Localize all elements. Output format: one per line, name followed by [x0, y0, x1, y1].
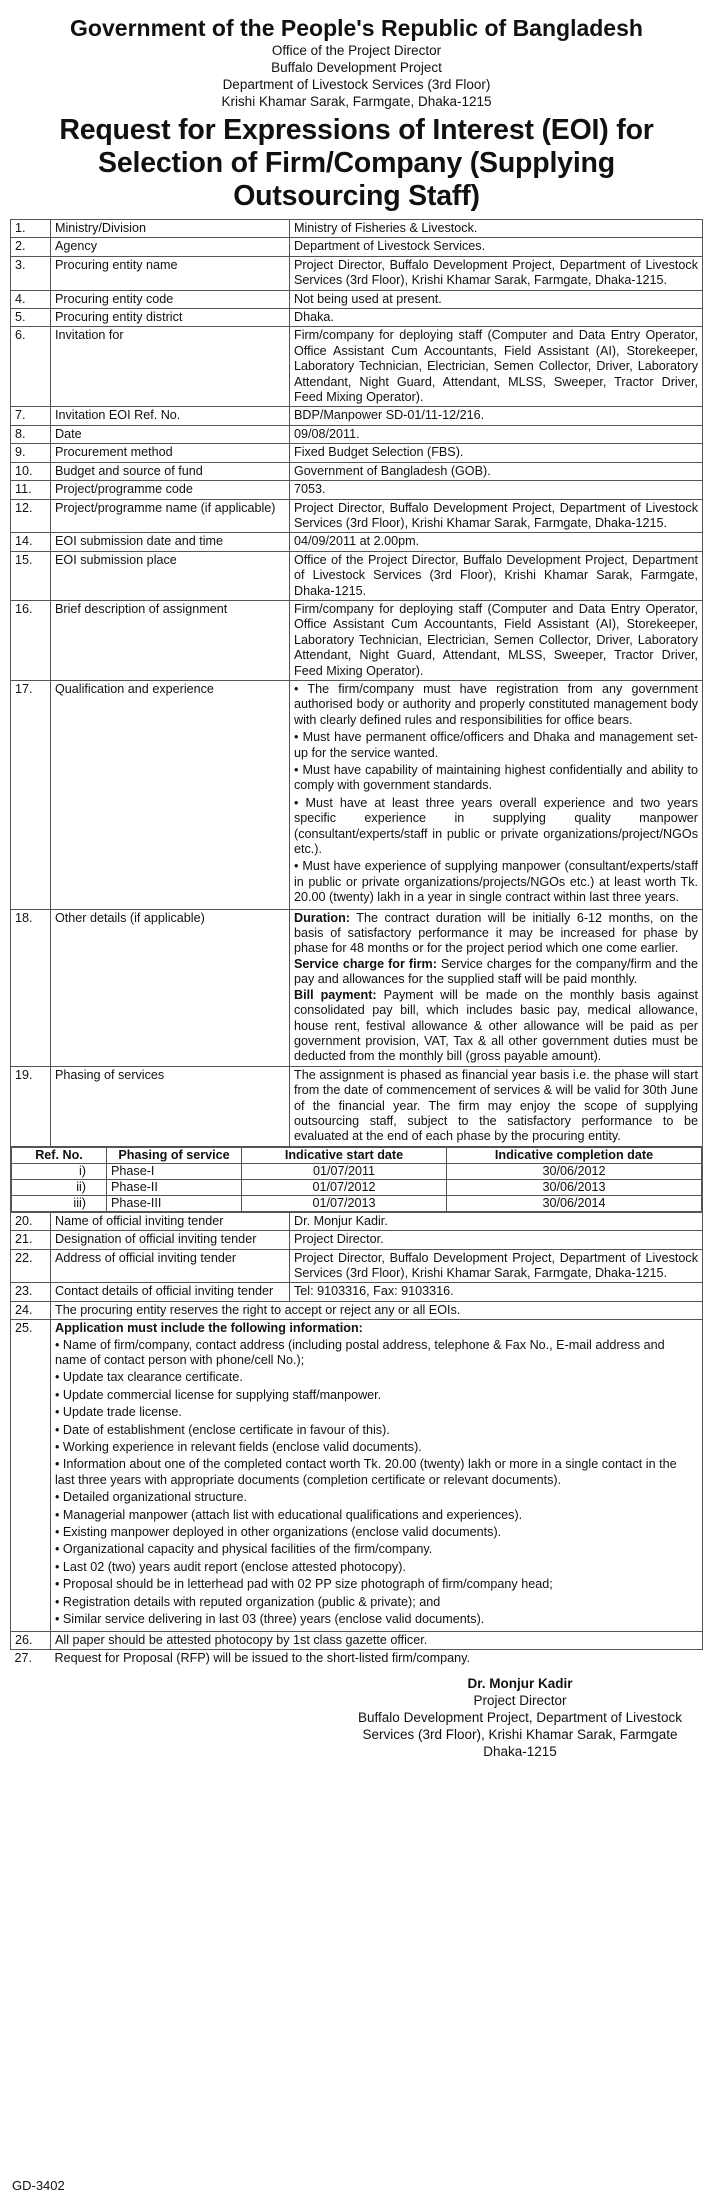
- office-line: Krishi Khamar Sarak, Farmgate, Dhaka-1215: [221, 94, 492, 109]
- phase-col-header: Indicative completion date: [447, 1147, 702, 1163]
- list-item: • Detailed organizational structure.: [55, 1490, 248, 1505]
- row-number: 12.: [11, 499, 51, 533]
- list-item: • Must have experience of supplying manpower (consultant/experts/staff in public or private organizations/projects/NGOs etc.) at least worth Tk. 20.00 (twenty) lakh in a year in single contract within last three years.: [294, 859, 698, 905]
- table-row: [11, 1249, 703, 1283]
- duration-text: The contract duration will be initially 6-12 months, on the basis of satisfactory performance it may be increased for phase by phase for 48 months or for the project period which one come earlier.: [294, 910, 698, 956]
- table-row: [11, 909, 703, 1066]
- row-text: Request for Proposal (RFP) will be issued to the short-listed firm/company.: [54, 1650, 471, 1665]
- row-number: 3.: [11, 256, 51, 290]
- table-row: [11, 1631, 703, 1649]
- table-row: [11, 1231, 703, 1249]
- list-item: • Proposal should be in letterhead pad with 02 PP size photograph of firm/company head;: [55, 1577, 553, 1592]
- list-item: • Last 02 (two) years audit report (enclose attested photocopy).: [55, 1559, 406, 1574]
- row-item: Designation of official inviting tender: [51, 1231, 290, 1249]
- table-row: [11, 327, 703, 407]
- row-number: 20.: [11, 1212, 51, 1230]
- signatory-line: Dhaka-1215: [483, 1744, 557, 1760]
- phase-col-header: Ref. No.: [12, 1147, 107, 1163]
- row-item: Project/programme code: [51, 481, 290, 499]
- row-number: 6.: [11, 327, 51, 407]
- row-value: BDP/Manpower SD-01/11-12/216.: [290, 407, 703, 425]
- table-row: [11, 1283, 703, 1301]
- list-item: • Registration details with reputed organization (public & private); and: [55, 1594, 441, 1609]
- row-item: Name of official inviting tender: [51, 1212, 290, 1230]
- gd-number: GD-3402: [12, 2178, 65, 2193]
- row-number: 19.: [11, 1066, 51, 1146]
- row-item: Invitation EOI Ref. No.: [51, 407, 290, 425]
- signatory-line: Project Director: [473, 1693, 567, 1709]
- row-item: Procuring entity code: [51, 290, 290, 308]
- row-item: Invitation for: [51, 327, 290, 407]
- row-item: Budget and source of fund: [51, 462, 290, 480]
- row-item: Phasing of services: [51, 1066, 290, 1146]
- row-item: Procuring entity district: [51, 309, 290, 327]
- table-row: [11, 600, 703, 680]
- row-value: Project Director, Buffalo Development Project, Department of Livestock Services (3rd Floor), Krishi Khamar Sarak, Farmgate, Dhaka-1215.: [290, 499, 703, 533]
- notice-header: [10, 14, 703, 213]
- row-value: 04/09/2011 at 2.00pm.: [290, 533, 703, 551]
- row-value: Department of Livestock Services.: [290, 238, 703, 256]
- row-number: 11.: [11, 481, 51, 499]
- row-value: Not being used at present.: [290, 290, 703, 308]
- government-heading: Government of the People's Republic of Bangladesh: [70, 15, 643, 41]
- row-number: 15.: [11, 551, 51, 600]
- row-value: Fixed Budget Selection (FBS).: [290, 444, 703, 462]
- phase-row: iii) Phase-III 01/07/2013 30/06/2014: [12, 1195, 702, 1211]
- list-item: • The firm/company must have registration from any government authorised body or authority and properly constituted management body with clearly defined rules and responsibilities for office bears.: [294, 681, 698, 727]
- table-row: [11, 407, 703, 425]
- row-value: Firm/company for deploying staff (Computer and Data Entry Operator, Office Assistant Cum Accountants, Field Assistant (AI), Storekeeper, Laboratory Technician, Electrician, Semen Collector, Driver, Laboratory Attendant, Night Guard, Attendant, MLSS, Sweeper, Tractor Driver, Feed Mixing Operator).: [290, 327, 703, 407]
- list-item: • Name of firm/company, contact address (including postal address, telephone & Fax No., E-mail address and name of contact person with phone/cell No.);: [55, 1337, 665, 1367]
- duration-label: Duration:: [294, 910, 350, 925]
- list-item: • Organizational capacity and physical facilities of the firm/company.: [55, 1542, 433, 1557]
- phasing-text: The assignment is phased as financial year basis i.e. the phase will start from the date of commencement of services & will be valid for 30th June of the financial year. The firm may enjoy the scope of supplying outsourcing staff, subject to the satisfactory performance to be evaluated at the end of each phase by the procuring entity.: [290, 1066, 703, 1146]
- eoi-table: [10, 219, 703, 1667]
- row-value: Ministry of Fisheries & Livestock.: [290, 220, 703, 238]
- table-row: [11, 462, 703, 480]
- row-number: 24.: [11, 1301, 51, 1319]
- row-value: Project Director.: [290, 1231, 703, 1249]
- row-value: Firm/company for deploying staff (Computer and Data Entry Operator, Office Assistant Cum Accountants, Field Assistant (AI), Storekeeper, Laboratory Technician, Electrician, Semen Collector, Driver, Laboratory Attendant, Night Guard, Attendant, MLSS, Sweeper, Tractor Driver, Feed Mixing Operator).: [290, 600, 703, 680]
- other-details: [290, 909, 703, 1066]
- table-row: [11, 444, 703, 462]
- service-text: Service charges for the company/firm and the pay and allowances for the supplied staff will be paid monthly.: [294, 956, 698, 987]
- row-item: Date: [51, 425, 290, 443]
- signatory-line: Services (3rd Floor), Krishi Khamar Sarak, Farmgate: [362, 1727, 678, 1743]
- eoi-title: Request for Expressions of Interest (EOI) for Selection of Firm/Company (Supplying Outsourcing Staff): [59, 114, 654, 212]
- table-row: [11, 1301, 703, 1319]
- row-number: 21.: [11, 1231, 51, 1249]
- list-item: • Must have capability of maintaining highest confidentially and ability to comply with government standards.: [294, 763, 698, 793]
- row-number: 9.: [11, 444, 51, 462]
- bill-text: Payment will be made on the monthly basis against consolidated pay bill, which includes basic pay, medical allowance, house rent, festival allowance & other allowance will be paid as per government provision, VAT, Tax & all other government duties must be deducted from the monthly bill (gross payable amount).: [294, 987, 699, 1064]
- row-number: 14.: [11, 533, 51, 551]
- application-requirements: [51, 1320, 703, 1631]
- row-text: The procuring entity reserves the right to accept or reject any or all EOIs.: [51, 1301, 703, 1319]
- row-number: 8.: [11, 425, 51, 443]
- row-item: Project/programme name (if applicable): [51, 499, 290, 533]
- table-row: [11, 238, 703, 256]
- office-line: Department of Livestock Services (3rd Floor): [222, 77, 491, 92]
- list-item: • Update tax clearance certificate.: [55, 1370, 243, 1385]
- signatory-line: Buffalo Development Project, Department of Livestock: [358, 1710, 682, 1726]
- row-item: EOI submission place: [51, 551, 290, 600]
- bill-label: Bill payment:: [294, 987, 377, 1002]
- row-number: 27.: [14, 1650, 33, 1665]
- table-row: [11, 425, 703, 443]
- row-number: 1.: [11, 220, 51, 238]
- row-value: 7053.: [290, 481, 703, 499]
- row-item: Procurement method: [51, 444, 290, 462]
- signatory-name: Dr. Monjur Kadir: [467, 1676, 573, 1692]
- list-item: • Update commercial license for supplying staff/manpower.: [55, 1387, 382, 1402]
- row-number: 16.: [11, 600, 51, 680]
- row-number: 5.: [11, 309, 51, 327]
- phase-col-header: Indicative start date: [242, 1147, 447, 1163]
- row-item: Brief description of assignment: [51, 600, 290, 680]
- row-number: 7.: [11, 407, 51, 425]
- list-item: • Information about one of the completed contact worth Tk. 20.00 (twenty) lakh or more in a single contact in the last three years with appropriate documents (completion certificate or relevant documents).: [55, 1457, 677, 1487]
- table-row: [11, 290, 703, 308]
- office-line: Office of the Project Director: [271, 43, 442, 58]
- row-item: Procuring entity name: [51, 256, 290, 290]
- qualification-list: [290, 680, 703, 909]
- list-item: • Date of establishment (enclose certificate in favour of this).: [55, 1422, 390, 1437]
- table-row: [11, 256, 703, 290]
- service-label: Service charge for firm:: [294, 956, 437, 971]
- phasing-table-row: [11, 1146, 703, 1212]
- row-number: 10.: [11, 462, 51, 480]
- list-item: • Existing manpower deployed in other organizations (enclose valid documents).: [55, 1525, 502, 1540]
- table-row: [11, 499, 703, 533]
- table-row: [11, 309, 703, 327]
- row-item: Other details (if applicable): [51, 909, 290, 1066]
- table-row: [11, 1212, 703, 1230]
- row-text: All paper should be attested photocopy by 1st class gazette officer.: [51, 1631, 703, 1649]
- table-row: [11, 680, 703, 909]
- phase-row: i) Phase-I 01/07/2011 30/06/2012: [12, 1163, 702, 1179]
- office-line: Buffalo Development Project: [271, 60, 442, 75]
- row-number: 26.: [11, 1631, 51, 1649]
- phase-col-header: Phasing of service: [107, 1147, 242, 1163]
- row-item: Agency: [51, 238, 290, 256]
- table-row: [11, 533, 703, 551]
- row-number: 22.: [11, 1249, 51, 1283]
- row-item: Contact details of official inviting tender: [51, 1283, 290, 1301]
- row-value: 09/08/2011.: [290, 425, 703, 443]
- row-value: Office of the Project Director, Buffalo Development Project, Department of Livestock Services (3rd Floor), Krishi Khamar Sarak, Farmgate, Dhaka-1215.: [290, 551, 703, 600]
- row-value: Project Director, Buffalo Development Project, Department of Livestock Services (3rd Floor), Krishi Khamar Sarak, Farmgate, Dhaka-1215.: [290, 1249, 703, 1283]
- table-row: [11, 481, 703, 499]
- signature-block: [340, 1675, 700, 1760]
- row-number: 2.: [11, 238, 51, 256]
- row-item: Qualification and experience: [51, 680, 290, 909]
- list-item: • Must have permanent office/officers and Dhaka and management set-up for the service wanted.: [294, 730, 698, 760]
- row-item: Ministry/Division: [51, 220, 290, 238]
- row-number: 17.: [11, 680, 51, 909]
- table-row: [11, 1649, 703, 1667]
- list-item: • Similar service delivering in last 03 (three) years (enclose valid documents).: [55, 1612, 485, 1627]
- phase-row: ii) Phase-II 01/07/2012 30/06/2013: [12, 1179, 702, 1195]
- row-value: Dhaka.: [290, 309, 703, 327]
- list-item: • Must have at least three years overall experience and two years specific experience in supplying quality manpower (consultant/experts/staff in public or private organizations/project/NGOs etc.).: [294, 795, 698, 857]
- row-value: Dr. Monjur Kadir.: [290, 1212, 703, 1230]
- phasing-table: [11, 1147, 702, 1212]
- row-number: 23.: [11, 1283, 51, 1301]
- list-item: • Update trade license.: [55, 1405, 182, 1420]
- table-row: [11, 551, 703, 600]
- list-item: • Working experience in relevant fields (enclose valid documents).: [55, 1440, 422, 1455]
- table-row: [11, 220, 703, 238]
- row-item: Address of official inviting tender: [51, 1249, 290, 1283]
- list-item: • Managerial manpower (attach list with educational qualifications and experiences).: [55, 1507, 523, 1522]
- application-title: Application must include the following information:: [55, 1321, 363, 1336]
- row-number: 25.: [11, 1320, 51, 1631]
- table-row: [11, 1320, 703, 1631]
- row-value: Project Director, Buffalo Development Project, Department of Livestock Services (3rd Floor), Krishi Khamar Sarak, Farmgate, Dhaka-1215.: [290, 256, 703, 290]
- row-number: 4.: [11, 290, 51, 308]
- row-number: 18.: [11, 909, 51, 1066]
- table-row: [11, 1066, 703, 1146]
- row-value: Government of Bangladesh (GOB).: [290, 462, 703, 480]
- row-value: Tel: 9103316, Fax: 9103316.: [290, 1283, 703, 1301]
- row-item: EOI submission date and time: [51, 533, 290, 551]
